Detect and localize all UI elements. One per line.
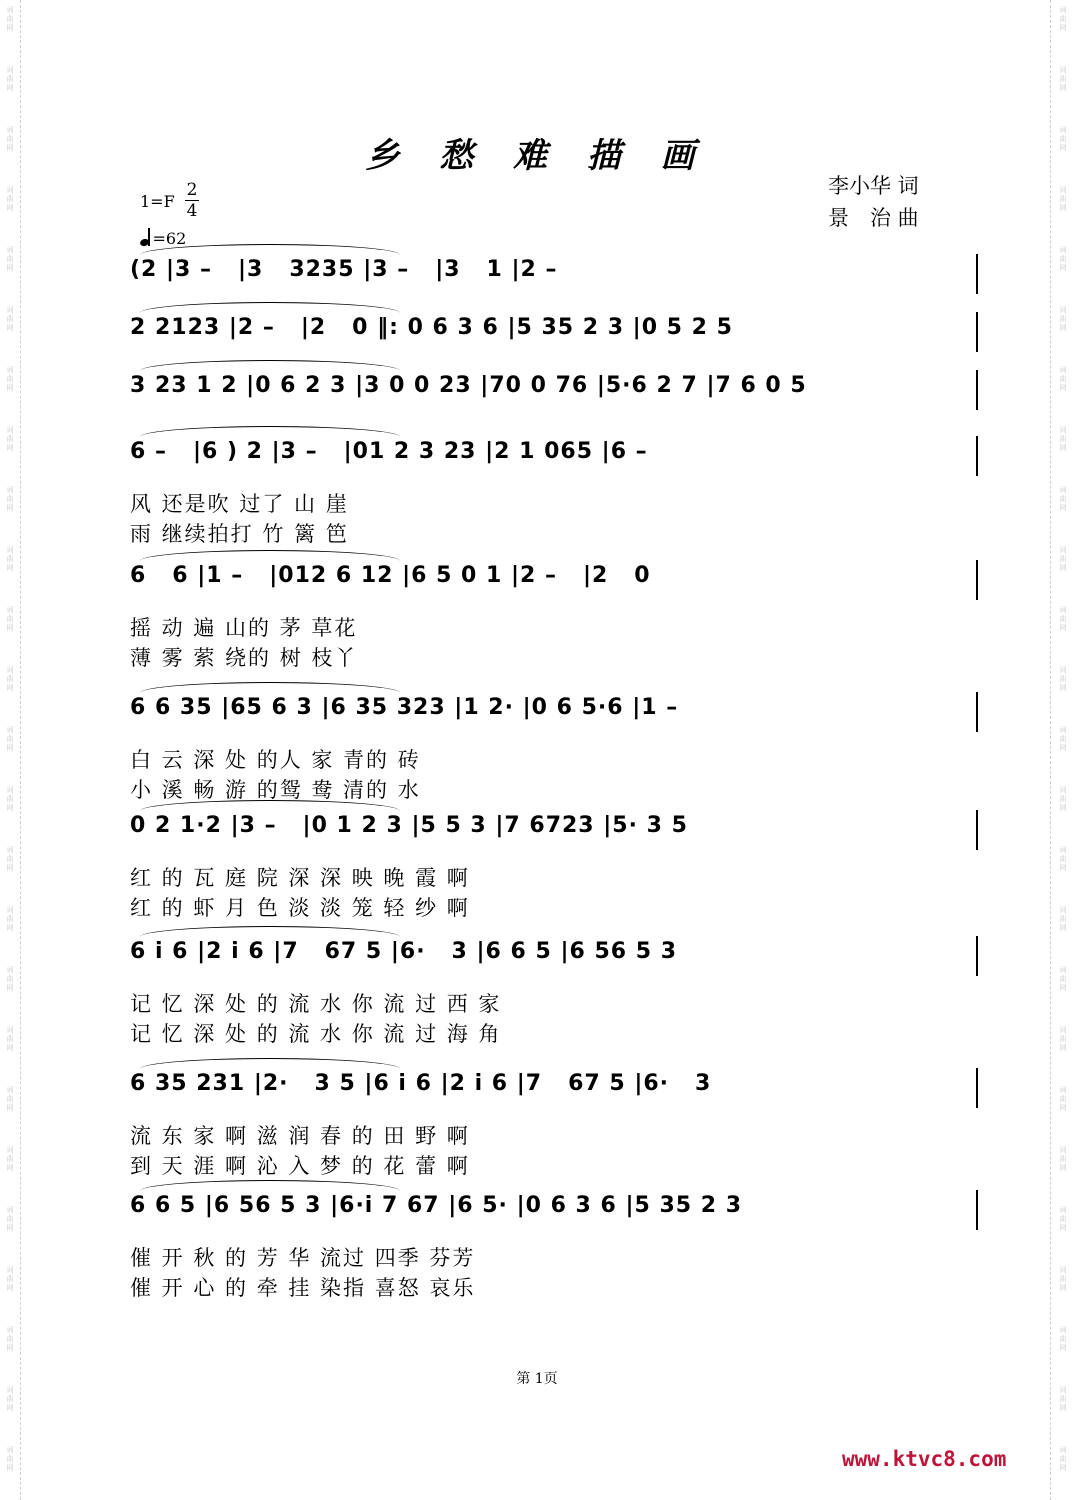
barline — [976, 436, 978, 476]
watermark-glyph: 词 曲 网 — [6, 6, 14, 32]
watermark-glyph: 词 曲 网 — [1059, 486, 1067, 512]
slur-mark — [140, 426, 400, 437]
watermark-glyph: 词 曲 网 — [1059, 606, 1067, 632]
lyric-verse-1: 风 还是吹 过了 山 崖 — [130, 492, 349, 516]
notation-line: 0 2 1·2 |3 – |0 1 2 3 |5 5 3 |7 6723 |5· 3 5 — [130, 813, 688, 838]
time-signature-bottom: 4 — [186, 201, 198, 221]
watermark-glyph: 词 曲 网 — [1059, 126, 1067, 152]
notation-line: 6 35 231 |2· 3 5 |6 i 6 |2 i 6 |7 67 5 |6· 3 — [130, 1071, 712, 1096]
watermark-glyph: 词 曲 网 — [1059, 906, 1067, 932]
watermark-glyph: 词 曲 网 — [1059, 966, 1067, 992]
watermark-glyph: 词 曲 网 — [6, 906, 14, 932]
slur-mark — [140, 926, 400, 937]
watermark-glyph: 词 曲 网 — [6, 486, 14, 512]
watermark-glyph: 词 曲 网 — [1059, 1326, 1067, 1352]
watermark-glyph: 词 曲 网 — [6, 726, 14, 752]
watermark-glyph: 词 曲 网 — [6, 246, 14, 272]
key-signature: 1=F — [140, 192, 175, 211]
barline — [976, 936, 978, 976]
composer: 景 治 曲 — [828, 206, 919, 230]
slur-mark — [140, 1180, 400, 1191]
watermark-glyph: 词 曲 网 — [1059, 1026, 1067, 1052]
right-dashed-border — [1050, 0, 1051, 1500]
watermark-glyph: 词 曲 网 — [1059, 1386, 1067, 1412]
watermark-glyph: 词 曲 网 — [6, 1086, 14, 1112]
page-number: 第 1页 — [516, 1371, 558, 1387]
lyric-verse-1: 记 忆 深 处 的 流 水 你 流 过 西 家 — [130, 992, 502, 1016]
lyric-verse-1: 催 开 秋 的 芳 华 流过 四季 芬芳 — [130, 1246, 476, 1270]
notation-line: (2 |3 – |3 3235 |3 – |3 1 |2 – — [130, 257, 558, 282]
lyric-verse-1: 流 东 家 啊 滋 润 春 的 田 野 啊 — [130, 1124, 470, 1148]
watermark-glyph: 词 曲 网 — [1059, 846, 1067, 872]
barline — [976, 312, 978, 352]
barline — [976, 810, 978, 850]
watermark-glyph: 词 曲 网 — [1059, 1446, 1067, 1472]
slur-mark — [140, 302, 400, 313]
lyric-verse-2: 雨 继续拍打 竹 篱 笆 — [130, 522, 349, 546]
tempo-value: =62 — [152, 229, 187, 248]
barline — [976, 370, 978, 410]
time-signature-top: 2 — [186, 180, 198, 200]
watermark-glyph: 词 曲 网 — [1059, 1146, 1067, 1172]
watermark-glyph: 词 曲 网 — [6, 786, 14, 812]
slur-mark — [140, 550, 400, 561]
left-watermark-strip — [3, 0, 17, 1500]
notation-line: 6 6 5 |6 56 5 3 |6·i 7 67 |6 5· |0 6 3 6 |5 35 2 3 — [130, 1193, 743, 1218]
watermark-glyph: 词 曲 网 — [6, 1026, 14, 1052]
barline — [976, 254, 978, 294]
watermark-glyph: 词 曲 网 — [6, 306, 14, 332]
barline — [976, 1190, 978, 1230]
watermark-glyph: 词 曲 网 — [1059, 66, 1067, 92]
barline — [976, 560, 978, 600]
credits — [828, 170, 919, 234]
watermark-glyph: 词 曲 网 — [6, 1146, 14, 1172]
watermark-glyph: 词 曲 网 — [6, 846, 14, 872]
watermark-glyph: 词 曲 网 — [6, 66, 14, 92]
lyric-verse-1: 红 的 瓦 庭 院 深 深 映 晚 霞 啊 — [130, 866, 470, 890]
watermark-glyph: 词 曲 网 — [6, 966, 14, 992]
watermark-glyph: 词 曲 网 — [1059, 1206, 1067, 1232]
watermark-glyph: 词 曲 网 — [1059, 666, 1067, 692]
notation-line: 6 i 6 |2 i 6 |7 67 5 |6· 3 |6 6 5 |6 56 5 3 — [130, 939, 677, 964]
site-watermark: www.ktvc8.com — [842, 1447, 1007, 1471]
watermark-glyph: 词 曲 网 — [6, 1326, 14, 1352]
watermark-glyph: 词 曲 网 — [6, 366, 14, 392]
watermark-glyph: 词 曲 网 — [1059, 246, 1067, 272]
watermark-glyph: 词 曲 网 — [6, 186, 14, 212]
notation-line: 6 6 35 |65 6 3 |6 35 323 |1 2· |0 6 5·6 |1 – — [130, 695, 679, 720]
notation-line: 3 23 1 2 |0 6 2 3 |3 0 0 23 |70 0 76 |5·6 2 7 |7 6 0 5 — [130, 373, 807, 398]
watermark-glyph: 词 曲 网 — [6, 606, 14, 632]
watermark-glyph: 词 曲 网 — [1059, 186, 1067, 212]
slur-mark — [140, 360, 400, 371]
slur-mark — [140, 682, 400, 693]
watermark-glyph: 词 曲 网 — [6, 1206, 14, 1232]
lyric-verse-2: 红 的 虾 月 色 淡 淡 笼 轻 纱 啊 — [130, 896, 470, 920]
slur-mark — [140, 1058, 400, 1069]
watermark-glyph: 词 曲 网 — [6, 426, 14, 452]
watermark-glyph: 词 曲 网 — [6, 666, 14, 692]
time-signature — [184, 180, 200, 221]
lyric-verse-2: 催 开 心 的 牵 挂 染指 喜怒 哀乐 — [130, 1276, 476, 1300]
lyric-verse-1: 白 云 深 处 的人 家 青的 砖 — [130, 748, 421, 772]
barline — [976, 1068, 978, 1108]
watermark-glyph: 词 曲 网 — [1059, 306, 1067, 332]
barline — [976, 692, 978, 732]
lyric-verse-1: 摇 动 遍 山的 茅 草花 — [130, 616, 358, 640]
notation-line: 6 6 |1 – |012 6 12 |6 5 0 1 |2 – |2 0 — [130, 563, 651, 588]
lyricist: 李小华 词 — [828, 174, 919, 198]
watermark-glyph: 词 曲 网 — [1059, 6, 1067, 32]
watermark-glyph: 词 曲 网 — [6, 546, 14, 572]
watermark-glyph: 词 曲 网 — [1059, 1086, 1067, 1112]
notation-line: 2 2123 |2 – |2 0 ‖: 0 6 3 6 |5 35 2 3 |0 5 2 5 — [130, 315, 733, 340]
watermark-glyph: 词 曲 网 — [6, 1446, 14, 1472]
left-dashed-border — [20, 0, 21, 1500]
watermark-glyph: 词 曲 网 — [1059, 726, 1067, 752]
notation-line: 6 – |6 ) 2 |3 – |01 2 3 23 |2 1 065 |6 – — [130, 439, 648, 464]
watermark-glyph: 词 曲 网 — [1059, 786, 1067, 812]
watermark-glyph: 词 曲 网 — [1059, 546, 1067, 572]
watermark-glyph: 词 曲 网 — [6, 1386, 14, 1412]
lyric-verse-2: 薄 雾 萦 绕的 树 枝丫 — [130, 646, 358, 670]
right-watermark-strip — [1056, 0, 1070, 1500]
watermark-glyph: 词 曲 网 — [6, 1266, 14, 1292]
tempo-marking — [140, 228, 186, 248]
lyric-verse-2: 到 天 涯 啊 沁 入 梦 的 花 蕾 啊 — [130, 1154, 470, 1178]
lyric-verse-2: 小 溪 畅 游 的鸳 鸯 清的 水 — [130, 778, 421, 802]
watermark-glyph: 词 曲 网 — [6, 126, 14, 152]
watermark-glyph: 词 曲 网 — [1059, 426, 1067, 452]
lyric-verse-2: 记 忆 深 处 的 流 水 你 流 过 海 角 — [130, 1022, 502, 1046]
watermark-glyph: 词 曲 网 — [1059, 1266, 1067, 1292]
watermark-glyph: 词 曲 网 — [1059, 366, 1067, 392]
song-title: 乡 愁 难 描 画 — [365, 136, 709, 176]
